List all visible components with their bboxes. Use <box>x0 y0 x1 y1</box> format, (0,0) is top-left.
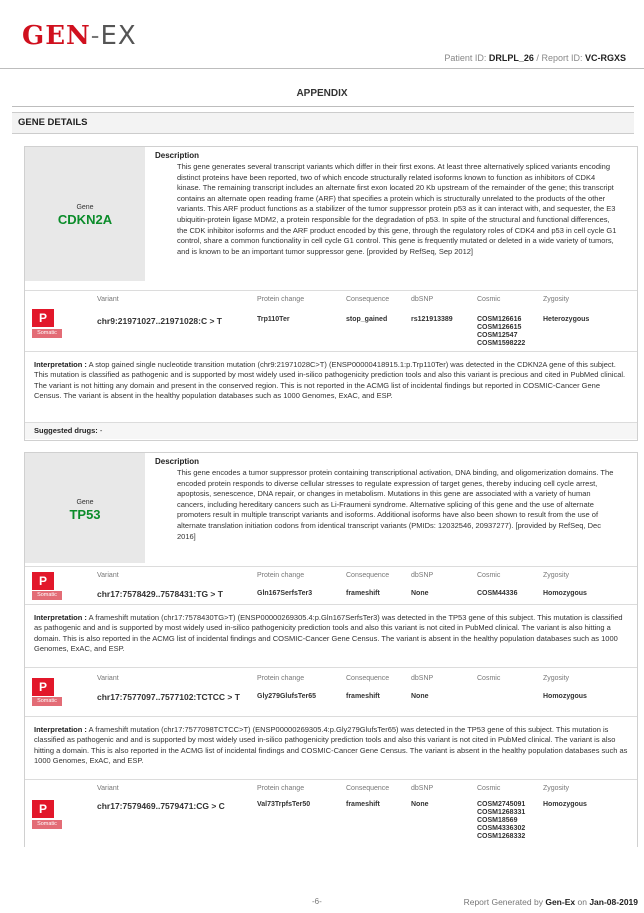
somatic-tag: Somatic <box>32 697 62 706</box>
cosmic-id: COSM126615 <box>477 324 522 331</box>
cosmic-id: COSM12547 <box>477 332 518 339</box>
gene-description: This gene encodes a tumor suppressor protein containing transcriptional activation, DNA binding, and oligomerization domains. The encoded protein responds to diverse cellular stresses to regulate expression of target genes, thereby inducing cell cycle arrest, apoptosis, senescence, DNA repair, or changes in metabolism. Mutations in this gene are associated with a variety of human cancers, including hereditary cancers such as Li-Fraumeni syndrome. Alternative splicing of this gene and the use of alternate promoters result in multiple transcript variants and isoforms. Additional isoforms have also been shown to result from the use of alternate translation initiation codons from identical transcript variants (PMIDs: 12032546, 20937277). [provided by RefSeq, Dec 2016] <box>177 468 614 541</box>
cosmic-id: COSM18569 <box>477 817 518 824</box>
interpretation-row <box>25 351 637 422</box>
logo-dash: - <box>90 20 101 50</box>
gene-name: CDKN2A <box>57 212 113 227</box>
cosmic-id: COSM126616 <box>477 316 522 323</box>
zygosity-value: Homozygous <box>543 693 587 700</box>
report-generated <box>464 897 638 907</box>
protein-change-value: Trp110Ter <box>257 316 290 323</box>
cosmic-header: Cosmic <box>477 572 501 579</box>
pathogenic-badge: P <box>32 572 54 590</box>
dbsnp-header: dbSNP <box>411 785 434 792</box>
variant-value: chr17:7577097..7577102:TCTCC > T <box>97 692 240 702</box>
interpretation-text: A frameshift mutation (chr17:7578430TG>T) (ENSP00000269305.4:p.Gln167SerfsTer3) was detected in the TP53 gene of this subject. This mutation is classified as pathogenic and and is supported by most widely used in-silico pathogenicity prediction tools and also this variant is not cited in PubMed clinical. The variant is also hitting a domain. This is also reported in the ACMG list of incidental findings and COSMIC-Cancer Gene Census. The variant is absent in the healthy population databases such as 1000 Genomes, ExAC, and ESP. <box>34 613 623 653</box>
dbsnp-header: dbSNP <box>411 675 434 682</box>
somatic-tag: Somatic <box>32 820 62 829</box>
zygosity-header: Zygosity <box>543 785 570 792</box>
interpretation-label: Interpretation : <box>34 613 87 622</box>
variant-header: Variant <box>97 572 119 579</box>
dbsnp-header: dbSNP <box>411 572 434 579</box>
dbsnp-value: None <box>411 801 429 808</box>
pathogenic-badge: P <box>32 800 54 818</box>
consequence-header: Consequence <box>346 296 390 303</box>
cosmic-id: COSM1268332 <box>477 833 526 840</box>
consequence-header: Consequence <box>346 572 390 579</box>
dbsnp-value: None <box>411 590 429 597</box>
interpretation-label: Interpretation : <box>34 360 87 369</box>
report-id-label: Report ID: <box>541 53 583 63</box>
protein-change-header: Protein change <box>257 296 305 303</box>
pathogenic-badge: P <box>32 309 54 327</box>
variant-value: chr17:7579469..7579471:CG > C <box>97 801 225 811</box>
patient-report-ids <box>444 53 626 63</box>
variant-value: chr17:7578429..7578431:TG > T <box>97 589 223 599</box>
protein-change-header: Protein change <box>257 785 305 792</box>
gene-name-box <box>25 453 145 563</box>
gen-ex-logo <box>22 20 137 51</box>
description-heading: Description <box>155 151 200 160</box>
cosmic-header: Cosmic <box>477 675 501 682</box>
variant-row <box>25 290 637 351</box>
logo-ex: EX <box>100 21 137 51</box>
page-number: -6- <box>312 897 322 906</box>
interpretation-text: A frameshift mutation (chr17:7577098TCTCC>T) (ENSP00000269305.4:p.Gly279GlufsTer65) was detected in the TP53 gene of this subject. This mutation is classified as pathogenic and and is supported by most widely used in-silico pathogenicity prediction tools and also this variant is not cited in PubMed clinical. The variant is also hitting a domain. This is also reported in the ACMG list of incidental findings and COSMIC-Cancer Gene Census. The variant is absent in the healthy population databases such as 1000 Genomes, ExAC, and ESP. <box>34 725 628 765</box>
dbsnp-value: rs121913389 <box>411 316 453 323</box>
interpretation-label: Interpretation : <box>34 725 87 734</box>
interpretation <box>34 360 628 401</box>
variant-row <box>25 779 637 848</box>
protein-change-value: Gly279GlufsTer65 <box>257 693 317 700</box>
variant-row <box>25 566 637 604</box>
title-divider <box>12 106 634 107</box>
cosmic-id: COSM1598222 <box>477 340 526 347</box>
consequence-value: frameshift <box>346 801 380 808</box>
cosmic-header: Cosmic <box>477 785 501 792</box>
zygosity-value: Homozygous <box>543 801 587 808</box>
dbsnp-header: dbSNP <box>411 296 434 303</box>
generated-date: Jan-08-2019 <box>589 897 638 907</box>
consequence-value: stop_gained <box>346 316 388 323</box>
suggested-drugs-label: Suggested drugs: <box>34 426 98 435</box>
gene-name: TP53 <box>69 507 101 522</box>
consequence-value: frameshift <box>346 693 380 700</box>
protein-change-header: Protein change <box>257 675 305 682</box>
header-divider <box>0 68 644 69</box>
protein-change-header: Protein change <box>257 572 305 579</box>
somatic-tag: Somatic <box>32 329 62 338</box>
variant-value: chr9:21971027..21971028:C > T <box>97 316 222 326</box>
gene-label: Gene <box>76 499 94 506</box>
gene-description: This gene generates several transcript variants which differ in their first exons. At least three alternatively spliced variants encoding distinct proteins have been reported, two of which encode structurally related isoforms known to function as inhibitors of CDK4 kinase. The remaining transcript includes an alternate first exon located 20 Kb upstream of the remainder of the gene; this transcript contains an alternate open reading frame (ARF) that specifies a protein which is structurally unrelated to the products of the other variants. This ARF product functions as a stabilizer of the tumor suppressor protein p53 as it can interact with, and sequester, the E3 ubiquitin-protein ligase MDM2, a protein responsible for the degradation of p53. In spite of the structural and functional differences, the CDK inhibitor isoforms and the ARF product encoded by this gene, through the regulatory roles of CDK4 and p53 in cell cycle G1 control, share a common functionality in cell cycle G1 control. This gene is frequently mutated or deleted in a wide variety of tumors, and is known to be an important tumor suppressor gene. [provided by RefSeq, Sep 2012] <box>177 162 617 256</box>
consequence-value: frameshift <box>346 590 380 597</box>
zygosity-header: Zygosity <box>543 296 570 303</box>
dbsnp-value: None <box>411 693 429 700</box>
zygosity-value: Homozygous <box>543 590 587 597</box>
interpretation-text: A stop gained single nucleotide transition mutation (chr9:21971028C>T) (ENSP00000418915.1:p.Trp110Ter) was detected in the CDKN2A gene of this subject. This mutation is classified as pathogenic and is supported by most widely used in-silico pathogenicity prediction tools and also this variant is precious and cited in PubMed clinical. The variant is not hitting any domain and present in the conserved region. This is not reported in the ACMG list of incidental findings but reported in COSMIC-Cancer Gene Census. The variant is absent in the healthy population databases such as 1000 Genomes, ExAC, and ESP. <box>34 360 626 400</box>
interpretation-row <box>25 716 637 779</box>
logo-gen: GEN <box>22 21 91 51</box>
gene-card <box>24 146 638 441</box>
id-separator: / <box>536 53 539 63</box>
generated-by: Gen-Ex <box>545 897 576 907</box>
suggested-drugs-value: - <box>97 426 103 435</box>
cosmic-header: Cosmic <box>477 296 501 303</box>
cosmic-id: COSM4336302 <box>477 825 526 832</box>
somatic-tag: Somatic <box>32 591 62 600</box>
variant-row <box>25 667 637 716</box>
protein-change-value: Val73TrpfsTer50 <box>257 801 311 808</box>
variant-header: Variant <box>97 785 119 792</box>
consequence-header: Consequence <box>346 675 390 682</box>
cosmic-values <box>477 801 525 841</box>
generated-on: on <box>577 897 587 907</box>
generated-prefix: Report Generated by <box>463 897 543 907</box>
patient-id: DRLPL_26 <box>488 53 534 63</box>
zygosity-value: Heterozygous <box>543 316 590 323</box>
patient-id-label: Patient ID: <box>444 53 487 63</box>
consequence-header: Consequence <box>346 785 390 792</box>
gene-name-box <box>25 147 145 281</box>
description-heading: Description <box>155 457 200 466</box>
cosmic-values <box>477 590 517 598</box>
cosmic-id: COSM1268331 <box>477 809 526 816</box>
zygosity-header: Zygosity <box>543 572 570 579</box>
gene-card <box>24 452 638 847</box>
gene-label: Gene <box>76 204 94 211</box>
interpretation <box>34 613 628 654</box>
variant-header: Variant <box>97 296 119 303</box>
report-id: VC-RGXS <box>584 53 626 63</box>
pathogenic-badge: P <box>32 678 54 696</box>
section-title: GENE DETAILS <box>12 112 634 134</box>
page-title: APPENDIX <box>296 88 348 99</box>
cosmic-id: COSM2745091 <box>477 801 526 808</box>
interpretation-row <box>25 604 637 667</box>
zygosity-header: Zygosity <box>543 675 570 682</box>
cosmic-id: COSM44336 <box>477 590 518 597</box>
interpretation <box>34 725 628 766</box>
variant-header: Variant <box>97 675 119 682</box>
cosmic-values <box>477 316 525 348</box>
suggested-drugs <box>25 422 637 439</box>
protein-change-value: Gln167SerfsTer3 <box>257 590 313 597</box>
